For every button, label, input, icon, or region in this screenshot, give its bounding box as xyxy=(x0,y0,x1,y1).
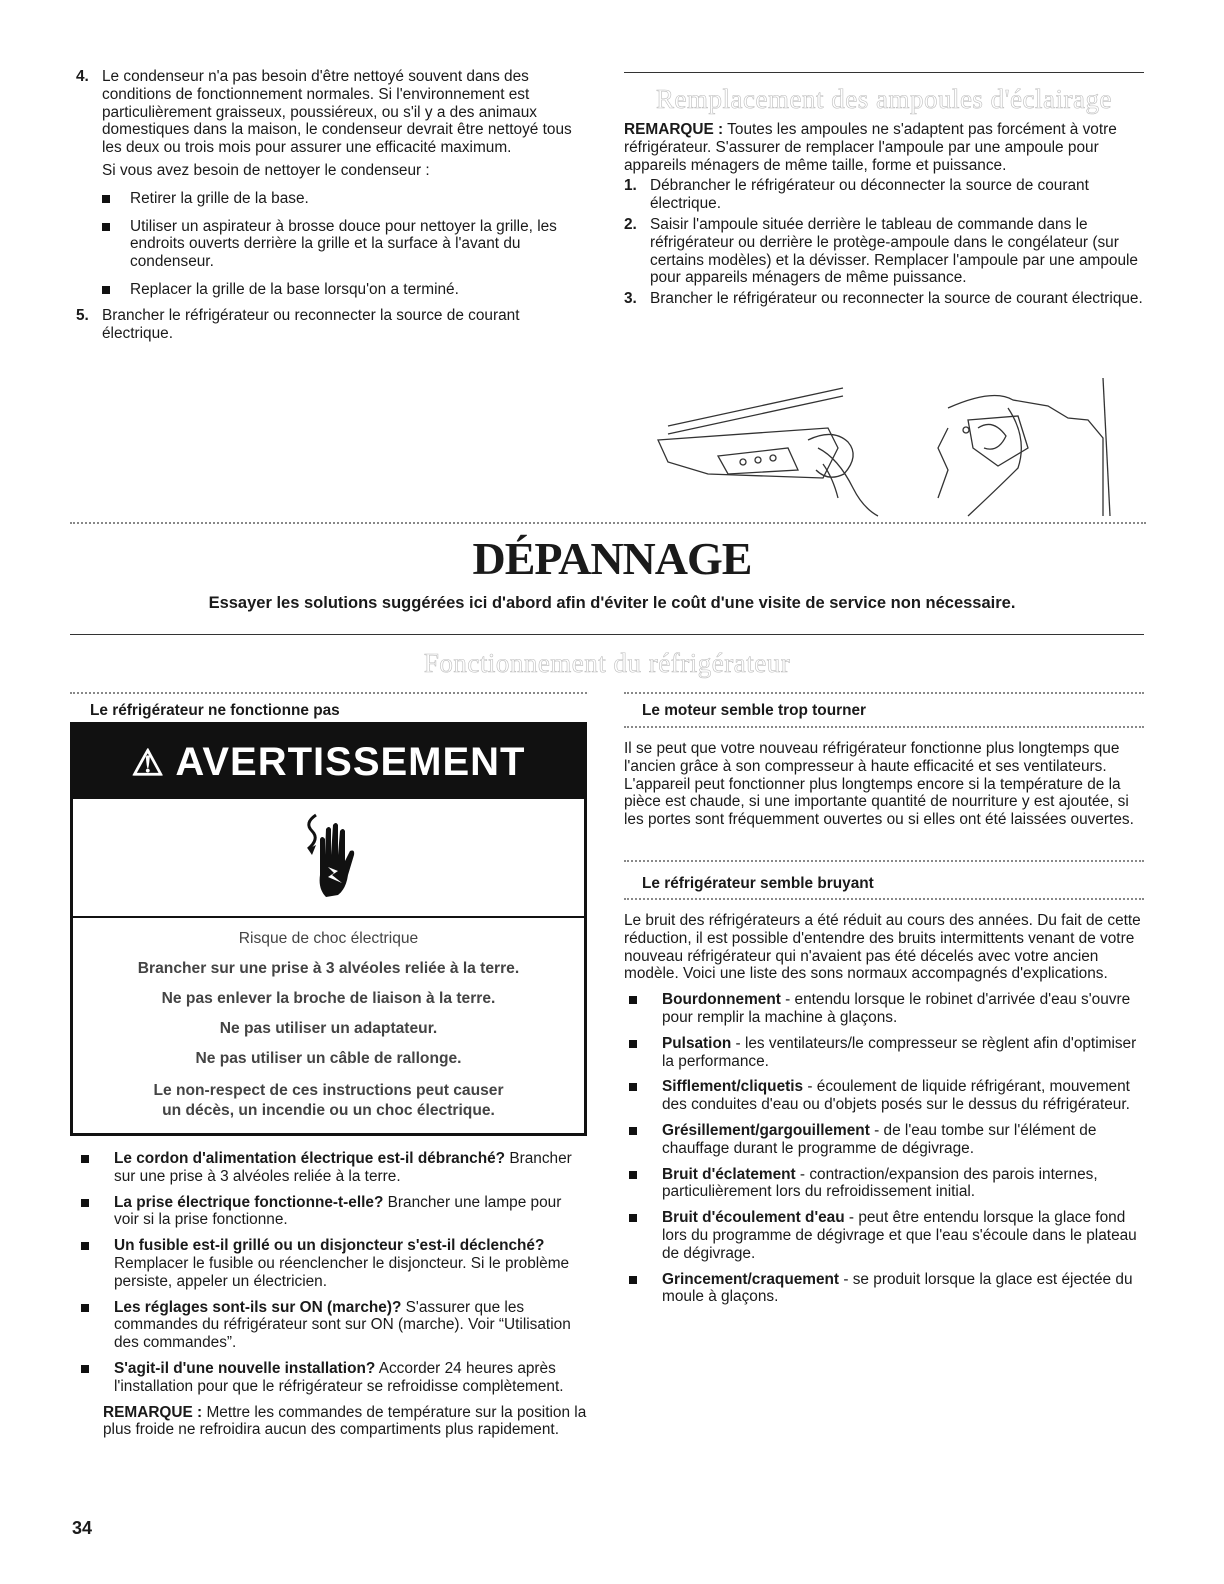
dotted-divider xyxy=(70,692,587,694)
sound-name: Grincement/craquement xyxy=(662,1270,840,1288)
sound-name: Pulsation xyxy=(662,1034,732,1052)
list-item: Replacer la grille de la base lorsqu'on a terminé. xyxy=(76,281,586,299)
subheading: Le réfrigérateur ne fonctionne pas xyxy=(90,702,340,719)
warning-line: Ne pas enlever la broche de liaison à la terre. xyxy=(161,990,496,1007)
check-answer: S'assurer que les commandes du réfrigérateur sont sur ON (marche). Voir “Utilisation des commandes”. xyxy=(114,1298,571,1352)
list-item xyxy=(76,1194,588,1230)
warning-header xyxy=(73,725,584,799)
bulbs-section xyxy=(624,121,1144,308)
list-item xyxy=(76,1237,588,1290)
section-rule xyxy=(624,72,1144,73)
list-item xyxy=(624,1122,1144,1158)
page-title: DÉPANNAGE xyxy=(472,533,752,584)
warning-consequence: un décès, un incendie ou un choc électrique. xyxy=(162,1102,495,1119)
troubleshooting-intro: Essayer les solutions suggérées ici d'abord afin d'éviter le coût d'une visite de service non nécessaire. xyxy=(208,594,1016,612)
bulb-replacement-illustration xyxy=(648,378,1118,518)
dotted-divider xyxy=(624,726,1144,728)
note-text: Toutes les ampoules ne s'adaptent pas forcément à votre réfrigérateur. S'assurer de remplacer l'ampoule par une ampoule pour appareils ménagers de même taille, forme et puissance. xyxy=(624,121,1117,174)
bulb-step xyxy=(624,216,1144,287)
step-number: 4. xyxy=(76,68,89,85)
sound-desc: - peut être entendu lorsque la glace fond lors du programme de dégivrage et que l'eau s'écoule dans le plateau de dégivrage. xyxy=(662,1209,1137,1262)
note-label: REMARQUE : xyxy=(103,1403,203,1421)
dotted-divider xyxy=(624,898,1144,900)
sound-name: Sifflement/cliquetis xyxy=(662,1078,804,1096)
risk-label: Risque de choc électrique xyxy=(238,930,419,947)
sound-desc: - écoulement de liquide réfrigérant, mouvement des conduites d'eau ou d'objets posés sur le dessus du réfrigérateur. xyxy=(662,1078,1130,1114)
warning-line: Ne pas utiliser un adaptateur. xyxy=(219,1020,438,1037)
sound-name: Bruit d'écoulement d'eau xyxy=(662,1209,845,1227)
check-answer: Accorder 24 heures après l'installation pour que le réfrigérateur se refroidisse complètement. xyxy=(114,1359,564,1395)
check-question: Le cordon d'alimentation électrique est-il débranché? xyxy=(114,1150,506,1167)
list-item xyxy=(624,1271,1144,1307)
list-item xyxy=(624,991,1144,1027)
list-item xyxy=(624,1166,1144,1202)
list-item xyxy=(624,1209,1144,1262)
sound-name: Bourdonnement xyxy=(662,991,781,1009)
warning-title: AVERTISSEMENT xyxy=(175,740,526,784)
section-rule xyxy=(70,634,1144,635)
checks-list xyxy=(76,1150,588,1439)
check-question: Les réglages sont-ils sur ON (marche)? xyxy=(114,1298,402,1316)
check-answer: Brancher une lampe pour voir si la prise fonctionne. xyxy=(114,1193,562,1229)
step-number: 2. xyxy=(624,215,637,233)
step-number: 5. xyxy=(76,306,89,324)
step-text: Débrancher le réfrigérateur ou déconnecter la source de courant électrique. xyxy=(650,177,1089,213)
bulbs-title: Remplacement des ampoules d'éclairage xyxy=(656,84,1112,114)
list-item: Retirer la grille de la base. xyxy=(76,190,586,208)
electric-shock-icon xyxy=(298,809,366,907)
sound-desc: - de l'eau tombe sur l'élément de chauffage durant le programme de dégivrage. xyxy=(662,1121,1097,1157)
step-number: 1. xyxy=(624,177,637,195)
note xyxy=(103,1404,588,1440)
check-question: S'agit-il d'une nouvelle installation? xyxy=(114,1359,376,1377)
list-item xyxy=(76,1299,588,1352)
sound-desc: - se produit lorsque la glace est éjectée du moule à glaçons. xyxy=(662,1270,1133,1306)
sound-desc: - contraction/expansion des parois internes, particulièrement lors du refroidissement initial. xyxy=(662,1165,1098,1201)
dotted-divider xyxy=(624,860,1144,862)
subheading: Le réfrigérateur semble bruyant xyxy=(642,875,874,892)
list-item xyxy=(76,1150,588,1186)
noisy-section xyxy=(624,912,1144,1306)
note-text: Mettre les commandes de température sur la position la plus froide ne refroidira aucun des compartiments plus rapidement. xyxy=(103,1403,587,1439)
dotted-divider xyxy=(70,522,1146,524)
noisy-intro: Le bruit des réfrigérateurs a été réduit au cours des années. Du fait de cette réduction, il est possible d'entendre des bruits intermittents venant de votre nouveau réfrigérateur qui n'avaient pas été décelés avec votre ancien modèle. Voici une liste des sons normaux accompagnés d'explications. xyxy=(624,912,1141,983)
bulb-step xyxy=(624,290,1144,308)
check-question: La prise électrique fonctionne-t-elle? xyxy=(114,1193,384,1211)
warning-box xyxy=(70,722,587,1136)
step-text: Brancher le réfrigérateur ou reconnecter la source de courant électrique. xyxy=(650,290,1143,308)
step-text: Le condenseur n'a pas besoin d'être nettoyé souvent dans des conditions de fonctionnement normales. Si l'environnement est particulièrement graisseux, poussiéreux, ou s'il y a des animaux domestiques dans la maison, le condenseur devrait être nettoyé tous les deux ou trois mois pour assurer une efficacité maximum. xyxy=(102,68,572,157)
sound-desc: - les ventilateurs/le compresseur se règlent afin d'optimiser la performance. xyxy=(662,1034,1137,1070)
warning-divider xyxy=(73,916,584,918)
motor-text: Il se peut que votre nouveau réfrigérateur fonctionne plus longtemps que l'ancien grâce à son compresseur à haute efficacité et ses ventilateurs. L'appareil peut fonctionner plus longtemps encore si la température de la pièce est chaude, si une importante quantité de nourriture y est ajoutée, si les portes sont fréquemment ouvertes ou si elles ont été laissées ouvertes. xyxy=(624,740,1134,829)
sound-name: Bruit d'éclatement xyxy=(662,1165,796,1183)
bulbs-note xyxy=(624,121,1144,174)
warning-line: Ne pas utiliser un câble de rallonge. xyxy=(195,1050,462,1067)
sound-name: Grésillement/gargouillement xyxy=(662,1121,870,1139)
warning-triangle-icon: ⚠ xyxy=(131,742,165,783)
step-5 xyxy=(76,307,586,343)
check-answer: Remplacer le fusible ou réenclencher le disjoncteur. Si le problème persiste, appeler un électricien. xyxy=(114,1254,570,1290)
list-item: Utiliser un aspirateur à brosse douce pour nettoyer la grille, les endroits ouverts derrière la grille et la surface à l'avant du condenseur. xyxy=(76,218,586,271)
check-question: Un fusible est-il grillé ou un disjoncteur s'est-il déclenché? xyxy=(114,1237,545,1255)
step-4 xyxy=(76,68,586,157)
list-item xyxy=(624,1035,1144,1071)
step-number: 3. xyxy=(624,290,637,308)
warning-consequence: Le non-respect de ces instructions peut causer xyxy=(153,1082,504,1099)
step-text: Saisir l'ampoule située derrière le tableau de commande dans le réfrigérateur ou derrière le protège-ampoule dans le congélateur (sur certains modèles) et la dévisser. Remplacer l'ampoule par une ampoule pour appareils ménagers de même puissance. xyxy=(650,215,1138,287)
operation-title: Fonctionnement du réfrigérateur xyxy=(423,648,791,678)
sound-desc: - entendu lorsque le robinet d'arrivée d'eau s'ouvre pour remplir la machine à glaçons. xyxy=(662,991,1131,1026)
warning-line: Brancher sur une prise à 3 alvéoles reliée à la terre. xyxy=(137,960,520,977)
condenser-section xyxy=(76,68,586,342)
list-item xyxy=(76,1360,588,1396)
check-answer: Brancher sur une prise à 3 alvéoles reliée à la terre. xyxy=(114,1150,572,1185)
page-number: 34 xyxy=(72,1518,93,1538)
list-item xyxy=(624,1078,1144,1114)
bulb-step xyxy=(624,177,1144,213)
dotted-divider xyxy=(624,692,1144,694)
note-label: REMARQUE : xyxy=(624,121,724,138)
step-text: Brancher le réfrigérateur ou reconnecter la source de courant électrique. xyxy=(102,306,520,342)
subheading: Le moteur semble trop tourner xyxy=(642,702,867,719)
condenser-intro: Si vous avez besoin de nettoyer le condenseur : xyxy=(102,161,430,179)
